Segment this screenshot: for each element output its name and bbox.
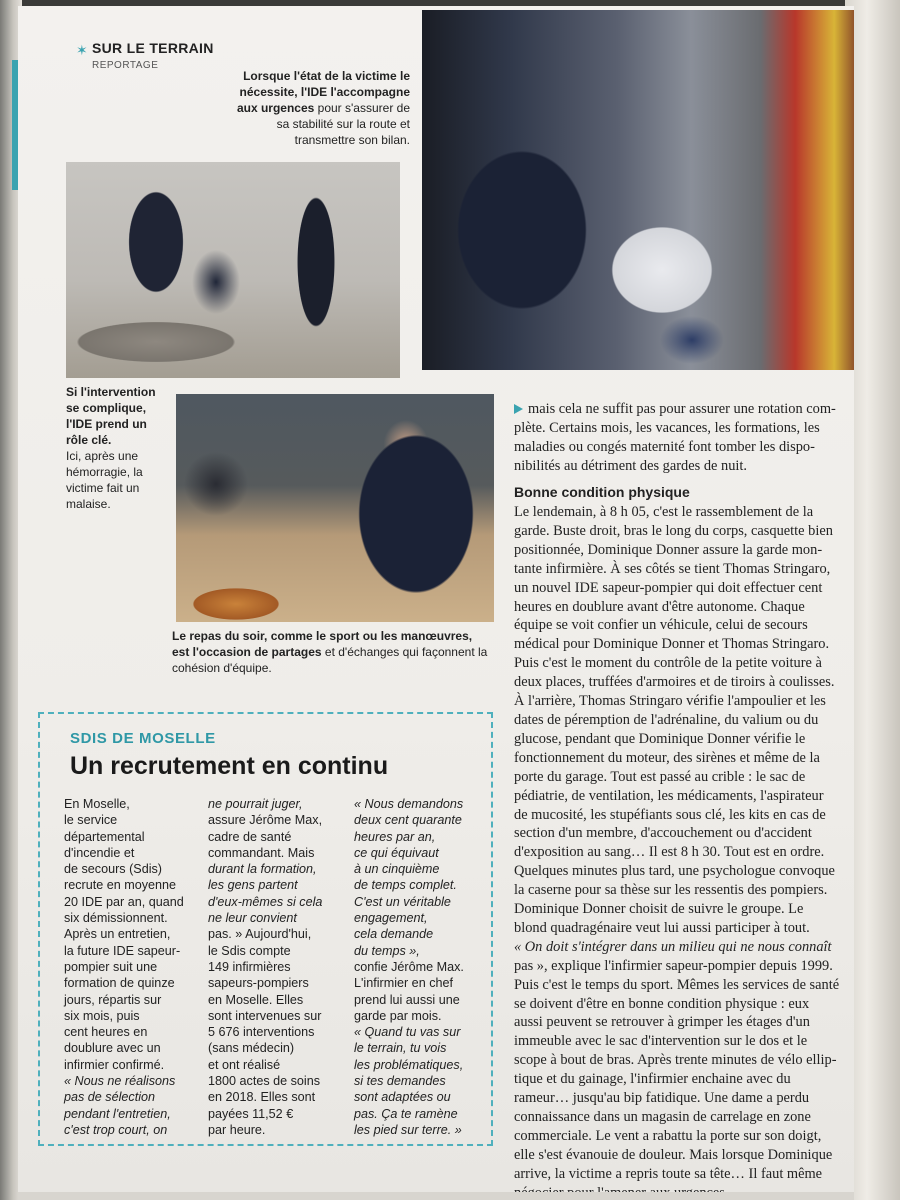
body-line: deux places, truffées d'armoires et de tiroirs à coulisses. xyxy=(514,674,835,691)
lead-line: nibilités au détriment des gardes de nuit. xyxy=(514,457,747,474)
body-line: garde. Buste droit, bras le long du corps, casquette bien xyxy=(514,522,833,539)
body-line: positionnée, Dominique Donner assure la garde mon- xyxy=(514,541,823,558)
body-line: porte du garage. Tout est passé au crible : le sac de xyxy=(514,768,806,785)
lead-line: maladies ou congés maternité font tomber les dispo- xyxy=(514,438,815,455)
article-body xyxy=(514,503,840,1200)
article-lead xyxy=(514,400,840,476)
body-line: pas », explique l'infirmier sapeur-pompier depuis 1999. xyxy=(514,957,833,974)
body-line: section d'un membre, d'accouchement ou d'accident xyxy=(514,825,812,842)
body-line: équipe se voit confier un véhicule, celui de secours xyxy=(514,617,808,634)
body-line: elle s'est évanouie de douleur. Mais lorsque Dominique xyxy=(514,1146,833,1163)
body-line: d'exposition au sang… Il est 8 h 30. Tout est en ordre. xyxy=(514,844,825,861)
body-line: la caserne pour sa thèse sur les ressentis des pompiers. xyxy=(514,882,828,899)
body-line: rameur… jusqu'au bip fatidique. Une dame a perdu xyxy=(514,1090,810,1107)
body-line: de mucosité, les stupéfiants sous clé, les kits en cas de xyxy=(514,806,826,823)
body-line: Quelques minutes plus tard, une psychologue convoque xyxy=(514,863,835,880)
sidebar-box xyxy=(38,712,493,1146)
article-subheading: Bonne condition physique xyxy=(514,484,690,500)
box-column-2: ne pourrait juger, assure Jérôme Max, cadre de santé commandant. Mais durant la formation, les gens partent d'eux-mêmes si cela ne leur convient pas. » Aujourd'hui, le Sdis compte 149 infirmières sapeurs-pompiers en Moselle. Elles sont intervenues sur 5 676 interventions (sans médecin) et ont réalisé 1800 actes de soins en 2018. Elles sont payées 11,52 € par heure. xyxy=(208,797,323,1137)
body-line: tique et du gainage, l'infirmier enchaine avec du xyxy=(514,1071,791,1088)
body-line: un nouvel IDE sapeur-pompier qui doit effectuer cent xyxy=(514,579,823,596)
box-kicker: SDIS DE MOSELLE xyxy=(70,730,216,747)
intervention-caption: Si l'intervention se complique, l'IDE prend un rôle clé. Ici, après une hémorragie, la victime fait un malaise. xyxy=(66,385,156,511)
dinner-photo xyxy=(176,394,494,622)
page-bottom-edge xyxy=(18,1192,854,1200)
magazine-page xyxy=(18,6,854,1200)
body-line: aussi peuvent se retrouver à grimper les étages d'un xyxy=(514,1014,810,1031)
body-line: Dominique Donner choisit de suivre le groupe. Le xyxy=(514,901,804,918)
body-line: À l'arrière, Thomas Stringaro vérifie l'ampoulier et les xyxy=(514,693,826,710)
box-column-1: En Moselle, le service départemental d'incendie et de secours (Sdis) recrute en moyenne 20 IDE par an, quand six démissionnent. Après un entretien, la future IDE sapeur- pompier suit une formation de quinze jours, répartis sur six mois, puis cent heures en doublure avec un infirmier confirmé. « Nous ne réalisons pas de sélection pendant l'entretien, c'est trop court, on xyxy=(64,797,184,1137)
body-line: arrive, la victime a repris toute sa tête… Il faut même xyxy=(514,1165,823,1182)
body-line: Puis c'est le temps du sport. Mêmes les services de santé xyxy=(514,976,840,993)
living-room-photo xyxy=(66,162,400,378)
body-line: pédiatrie, de ventilation, les médicaments, l'aspirateur xyxy=(514,787,824,804)
star-icon: ✶ xyxy=(76,42,88,58)
box-column-3: « Nous demandons deux cent quarante heures par an, ce qui équivaut à un cinquième de temps complet. C'est un véritable engagement, cela demande du temps », confie Jérôme Max. L'infirmier en chef prend lui aussi une garde par mois. « Quand tu vas sur le terrain, tu vois les problématiques, si tes demandes sont adaptées ou pas. Ça te ramène les pied sur terre. » xyxy=(354,797,464,1137)
body-line: dates de péremption de l'adrénaline, du valium ou du xyxy=(514,711,819,728)
lead-line: mais cela ne suffit pas pour assurer une rotation com- xyxy=(528,401,836,417)
ambulance-caption: Lorsque l'état de la victime le nécessite, l'IDE l'accompagne aux urgences pour s'assurer de sa stabilité sur la route et transmettre son bilan. xyxy=(236,69,410,147)
body-line: fonctionnement du moteur, des sirènes et même de la xyxy=(514,749,820,766)
body-line: immeuble avec le sac d'intervention sur le dos et le xyxy=(514,1033,808,1050)
body-line: tante infirmière. À ses côtés se tient Thomas Stringaro, xyxy=(514,560,831,577)
body-line: Puis c'est le moment du contrôle de la petite voiture à xyxy=(514,655,822,672)
lead-line: plète. Certains mois, les vacances, les formations, les xyxy=(514,419,820,436)
dinner-caption: Le repas du soir, comme le sport ou les manœuvres, est l'occasion de partages et d'échanges qui façonnent la cohésion d'équipe. xyxy=(172,629,488,675)
body-line: blond quadragénaire veut lui aussi participer à tout. xyxy=(514,919,810,936)
body-line: se doivent d'être en bonne condition physique : eux xyxy=(514,995,810,1012)
body-line: commerciale. Le vent a rabattu la porte sur son doigt, xyxy=(514,1127,822,1144)
ambulance-photo xyxy=(422,10,854,370)
body-line: glucose, pendant que Dominique Donner vérifie le xyxy=(514,730,806,747)
body-line: connaissance dans un magasin de carrelage en zone xyxy=(514,1109,811,1125)
body-line: médical pour Dominique Donner et Thomas Stringaro. xyxy=(514,636,830,653)
box-title: Un recrutement en continu xyxy=(70,752,389,780)
section-title: SUR LE TERRAIN xyxy=(92,40,214,56)
body-line: Le lendemain, à 8 h 05, c'est le rassemblement de la xyxy=(514,504,814,520)
section-subtitle: REPORTAGE xyxy=(92,60,159,71)
body-line: « On doit s'intégrer dans un milieu qui ne nous connaît xyxy=(514,938,832,955)
body-line: heures en doublure avant d'être autonome. Chaque xyxy=(514,598,805,615)
body-line: scope à bout de bras. Après trente minutes de vélo ellip- xyxy=(514,1052,837,1069)
